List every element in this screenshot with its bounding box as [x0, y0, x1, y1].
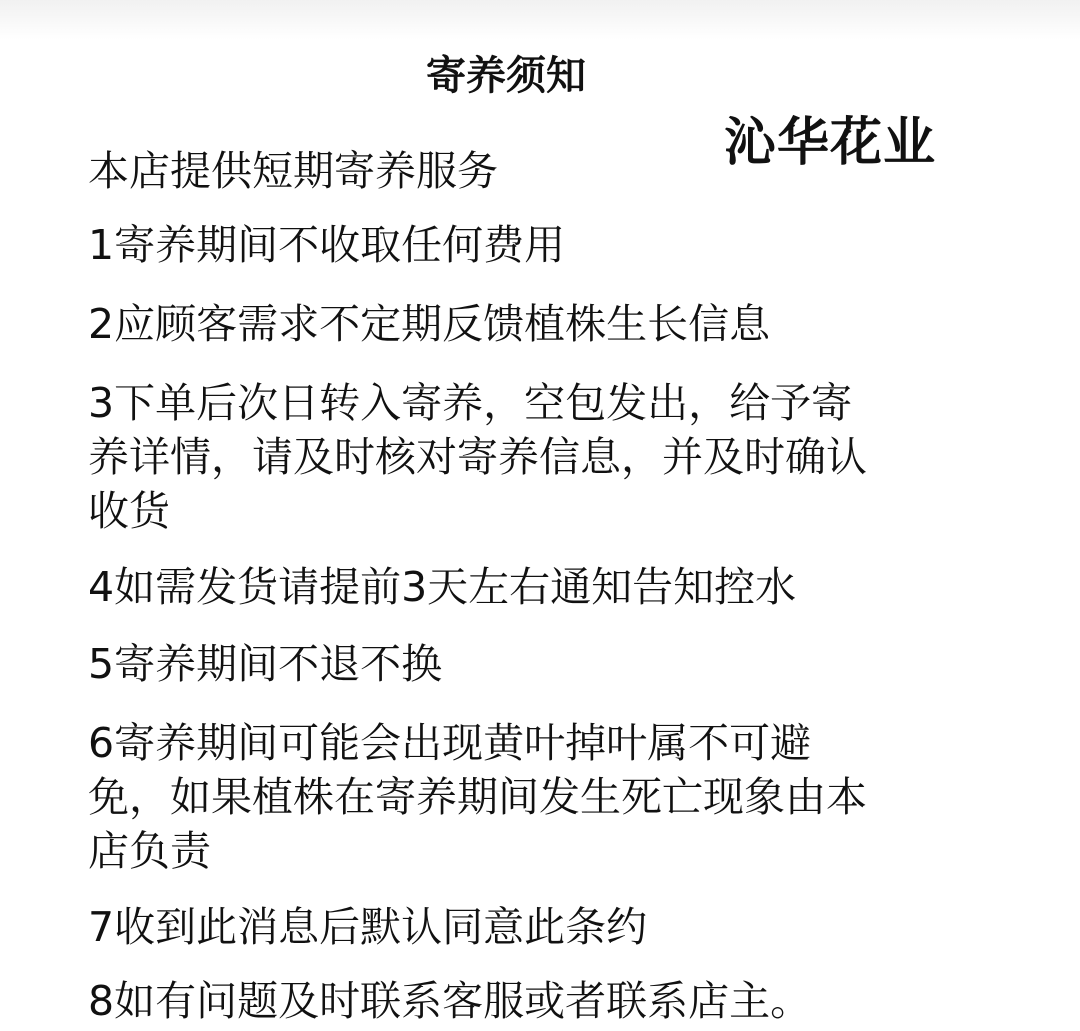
rule-3-line-3: 收货	[88, 487, 170, 535]
rule-4: 4如需发货请提前3天左右通知告知控水	[88, 563, 797, 611]
rule-6-line-1: 6寄养期间可能会出现黄叶掉叶属不可避	[88, 719, 812, 767]
rule-6-line-2: 免，如果植株在寄养期间发生死亡现象由本	[88, 773, 867, 821]
rule-1: 1寄养期间不收取任何费用	[88, 221, 566, 269]
rule-8: 8如有问题及时联系客服或者联系店主。	[88, 977, 812, 1025]
rule-3-line-2: 养详情，请及时核对寄养信息，并及时确认	[88, 433, 867, 481]
rule-6-line-3: 店负责	[88, 827, 211, 875]
rule-5: 5寄养期间不退不换	[88, 640, 443, 688]
intro-line: 本店提供短期寄养服务	[88, 147, 498, 195]
rule-3-line-1: 3下单后次日转入寄养，空包发出，给予寄	[88, 379, 853, 427]
notice-title: 寄养须知	[426, 53, 586, 99]
rule-7: 7收到此消息后默认同意此条约	[88, 903, 648, 951]
rule-2: 2应顾客需求不定期反馈植株生长信息	[88, 300, 771, 348]
brand-name: 沁华花业	[724, 113, 937, 173]
top-shade	[0, 0, 1080, 40]
